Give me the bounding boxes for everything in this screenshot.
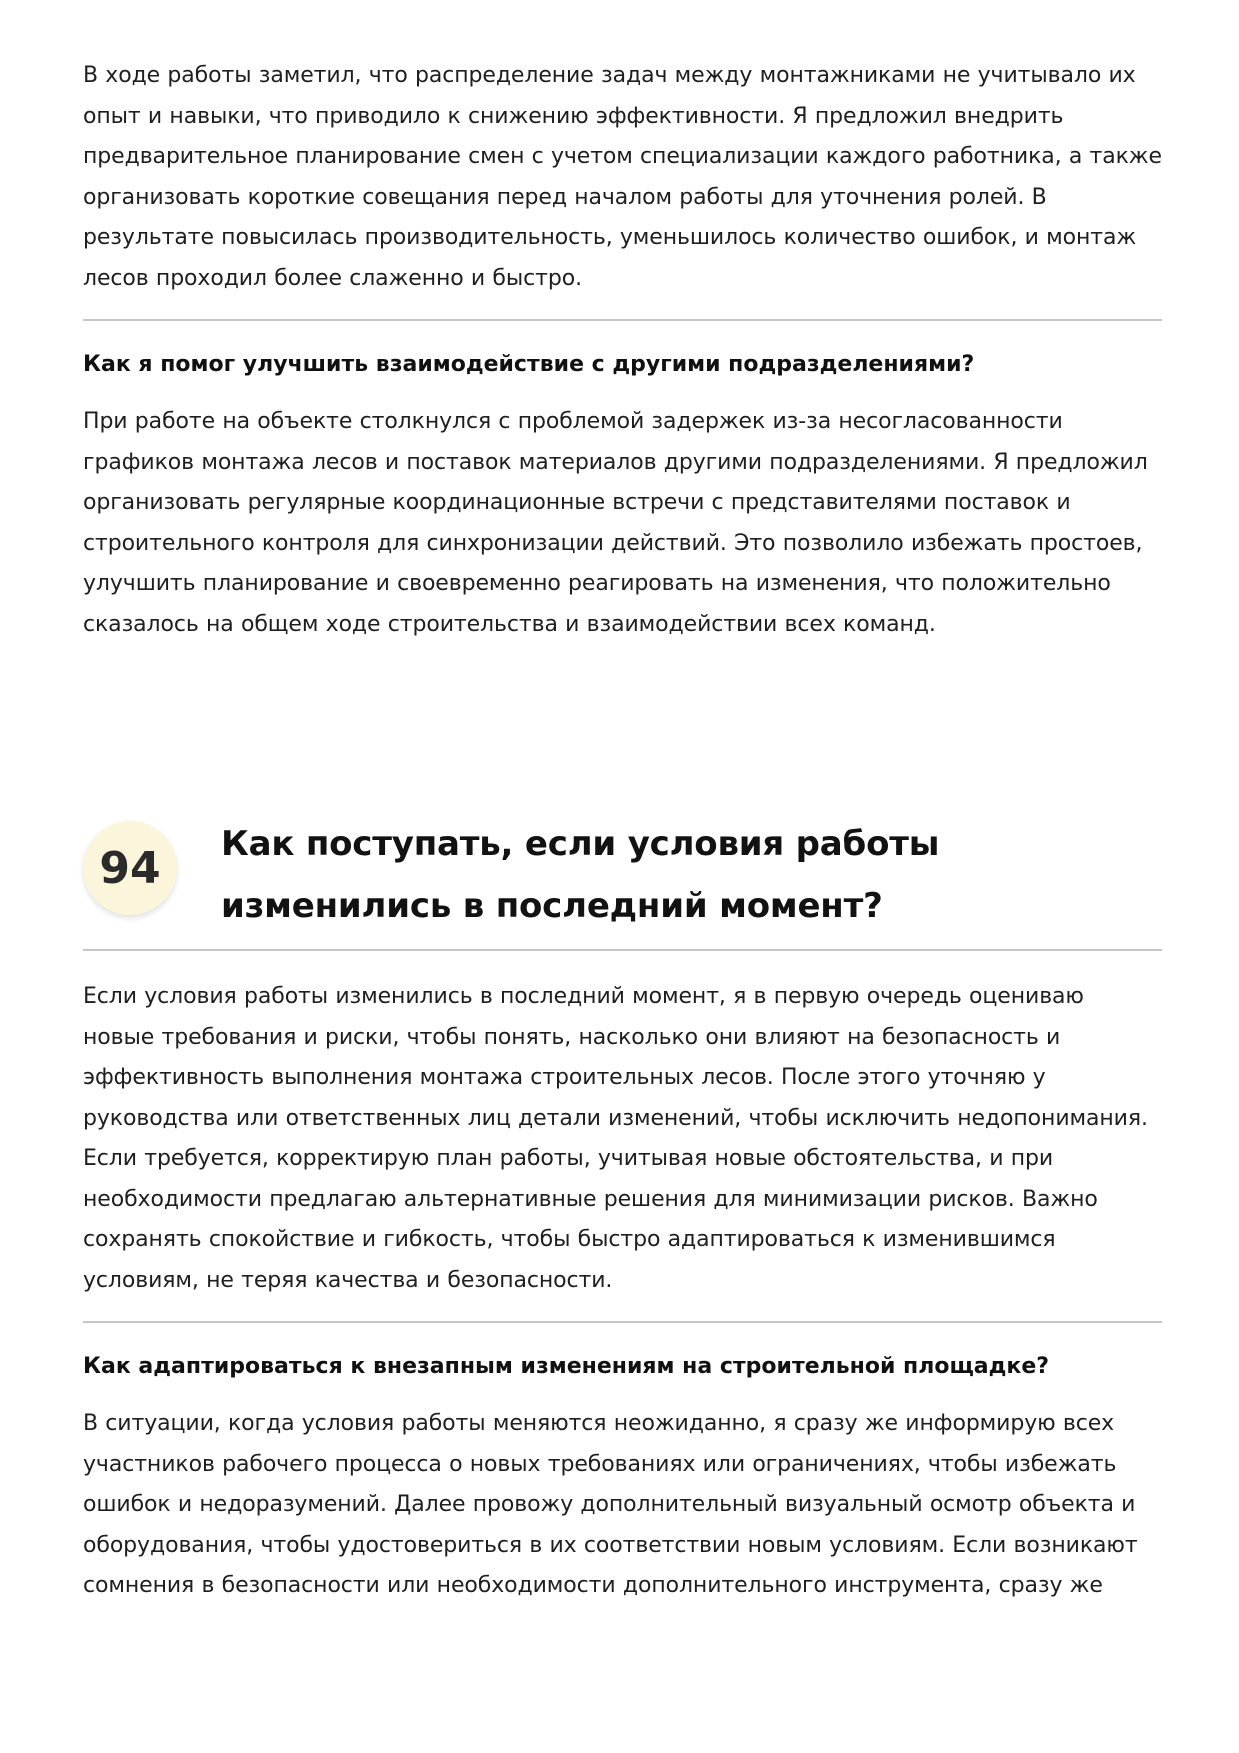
answer-paragraph-3: Если условия работы изменились в последний момент, я в первую очередь оцениваю новые требования и риски, чтобы понять, насколько они влияют на безопасность и эффективность выполнения монтажа строительных лесов. После этого уточняю у руководства или ответственных лиц детали изменений, чтобы исключить недопонимания. Если требуется, корректирую план работы, учитывая новые обстоятельства, и при необходимости предлагаю альтернативные решения для минимизации рисков. Важно сохранять спокойствие и гибкость, чтобы быстро адаптироваться к изменившимся условиям, не теряя качества и безопасности.	[83, 984, 1148, 1293]
section-title: Как поступать, если условия работы изменились в последний момент?	[221, 824, 940, 926]
answer-paragraph-1: В ходе работы заметил, что распределение задач между монтажниками не учитывало их опыт и навыки, что приводило к снижению эффективности. Я предложил внедрить предварительное планирование смен с учетом специализации каждого работника, а также организовать короткие совещания перед началом работы для уточнения ролей. В результате повысилась производительность, уменьшилось количество ошибок, и монтаж лесов проходил более слаженно и быстро.	[83, 63, 1162, 291]
sub-question-1: Как я помог улучшить взаимодействие с другими подразделениями?	[83, 352, 975, 377]
divider-1	[83, 319, 1162, 321]
answer-paragraph-2: При работе на объекте столкнулся с проблемой задержек из-за несогласованности графиков монтажа лесов и поставок материалов другими подразделениями. Я предложил организовать регулярные координационные встречи с представителями поставок и строительного контроля для синхронизации действий. Это позволило избежать простоев, улучшить планирование и своевременно реагировать на изменения, что положительно сказалось на общем ходе строительства и взаимодействии всех команд.	[83, 409, 1148, 637]
sub-question-2: Как адаптироваться к внезапным изменениям на строительной площадке?	[83, 1354, 1050, 1379]
divider-2	[83, 1321, 1162, 1323]
section-divider	[83, 949, 1162, 951]
question-number-badge: 94	[83, 821, 177, 915]
section-header	[83, 813, 1162, 937]
document-page	[83, 56, 1162, 1607]
answer-paragraph-4: В ситуации, когда условия работы меняются неожиданно, я сразу же информирую всех участников рабочего процесса о новых требованиях или ограничениях, чтобы избежать ошибок и недоразумений. Далее провожу дополнительный визуальный осмотр объекта и оборудования, чтобы удостовериться в их соответствии новым условиям. Если возникают сомнения в безопасности или необходимости дополнительного инструмента, сразу же	[83, 1411, 1138, 1598]
